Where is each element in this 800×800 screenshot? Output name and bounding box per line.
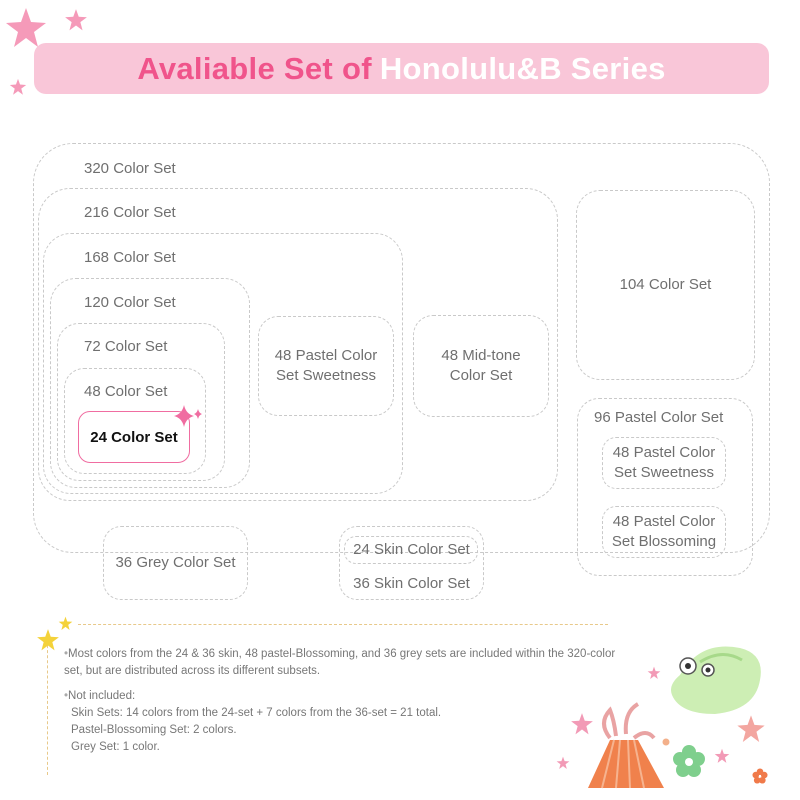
star-icon-small <box>64 8 88 32</box>
star-icon-pink-right <box>736 714 766 744</box>
star-icon-pink-mid <box>647 666 661 680</box>
leaf-character-icon <box>660 640 770 720</box>
title-part-2: Honolulu&B Series <box>379 50 666 86</box>
label-skin-24: 24 Skin Color Set <box>353 541 470 558</box>
label-104: 104 Color Set <box>619 276 712 293</box>
star-icon-tiny <box>9 78 27 96</box>
star-icon-yellow-small <box>58 616 73 631</box>
note-2-line-3: Grey Set: 1 color. <box>71 741 160 753</box>
note-2-head-text: Not included: <box>68 690 136 702</box>
label-pastel-sweetness: 48 Pastel Color Set Sweetness <box>274 347 378 384</box>
star-icon-pink-small-right <box>714 748 730 764</box>
notes-divider <box>78 624 608 625</box>
label-pastel-96: 96 Pastel Color Set <box>594 409 724 426</box>
label-320: 320 Color Set <box>84 160 176 177</box>
note-1-text: Most colors from the 24 & 36 skin, 48 pastel-Blossoming, and 36 grey sets are included within the 320-color set, but are distributed across its different subsets. <box>64 648 616 677</box>
flower-icon-orange <box>752 768 768 784</box>
label-24: 24 Color Set <box>90 428 178 446</box>
label-48: 48 Color Set <box>84 383 168 400</box>
label-pastel-96-sweetness: 48 Pastel Color Set Sweetness <box>612 444 716 481</box>
sparkle-icon <box>172 403 204 429</box>
note-1: •Most colors from the 24 & 36 skin, 48 pastel-Blossoming, and 36 grey sets are included within the 320-color set, but are distributed across its different subsets. <box>64 648 616 677</box>
label-grey-36: 36 Grey Color Set <box>115 554 236 571</box>
notes <box>64 646 624 756</box>
title-part-1: Avaliable Set of <box>137 50 372 86</box>
note-2-line-1: Skin Sets: 14 colors from the 24-set + 7 colors from the 36-set = 21 total. <box>71 707 442 719</box>
label-120: 120 Color Set <box>84 294 176 311</box>
note-2-line-2: Pastel-Blossoming Set: 2 colors. <box>71 724 237 736</box>
notes-vertical-line <box>47 640 48 775</box>
label-168: 168 Color Set <box>84 249 176 266</box>
flower-icon <box>672 744 706 778</box>
label-72: 72 Color Set <box>84 338 168 355</box>
label-pastel-96-blossoming: 48 Pastel Color Set Blossoming <box>611 513 717 550</box>
note-2-head: •Not included: <box>64 690 136 702</box>
label-216: 216 Color Set <box>84 204 176 221</box>
dot-icon <box>662 738 670 746</box>
label-skin-36: 36 Skin Color Set <box>353 575 470 592</box>
star-icon-yellow-large <box>36 628 60 652</box>
star-icon-pink-tiny <box>556 756 570 770</box>
star-icon-pink-bottom <box>570 712 594 736</box>
page-title <box>34 43 769 94</box>
label-midtone: 48 Mid-tone Color Set <box>441 347 521 384</box>
